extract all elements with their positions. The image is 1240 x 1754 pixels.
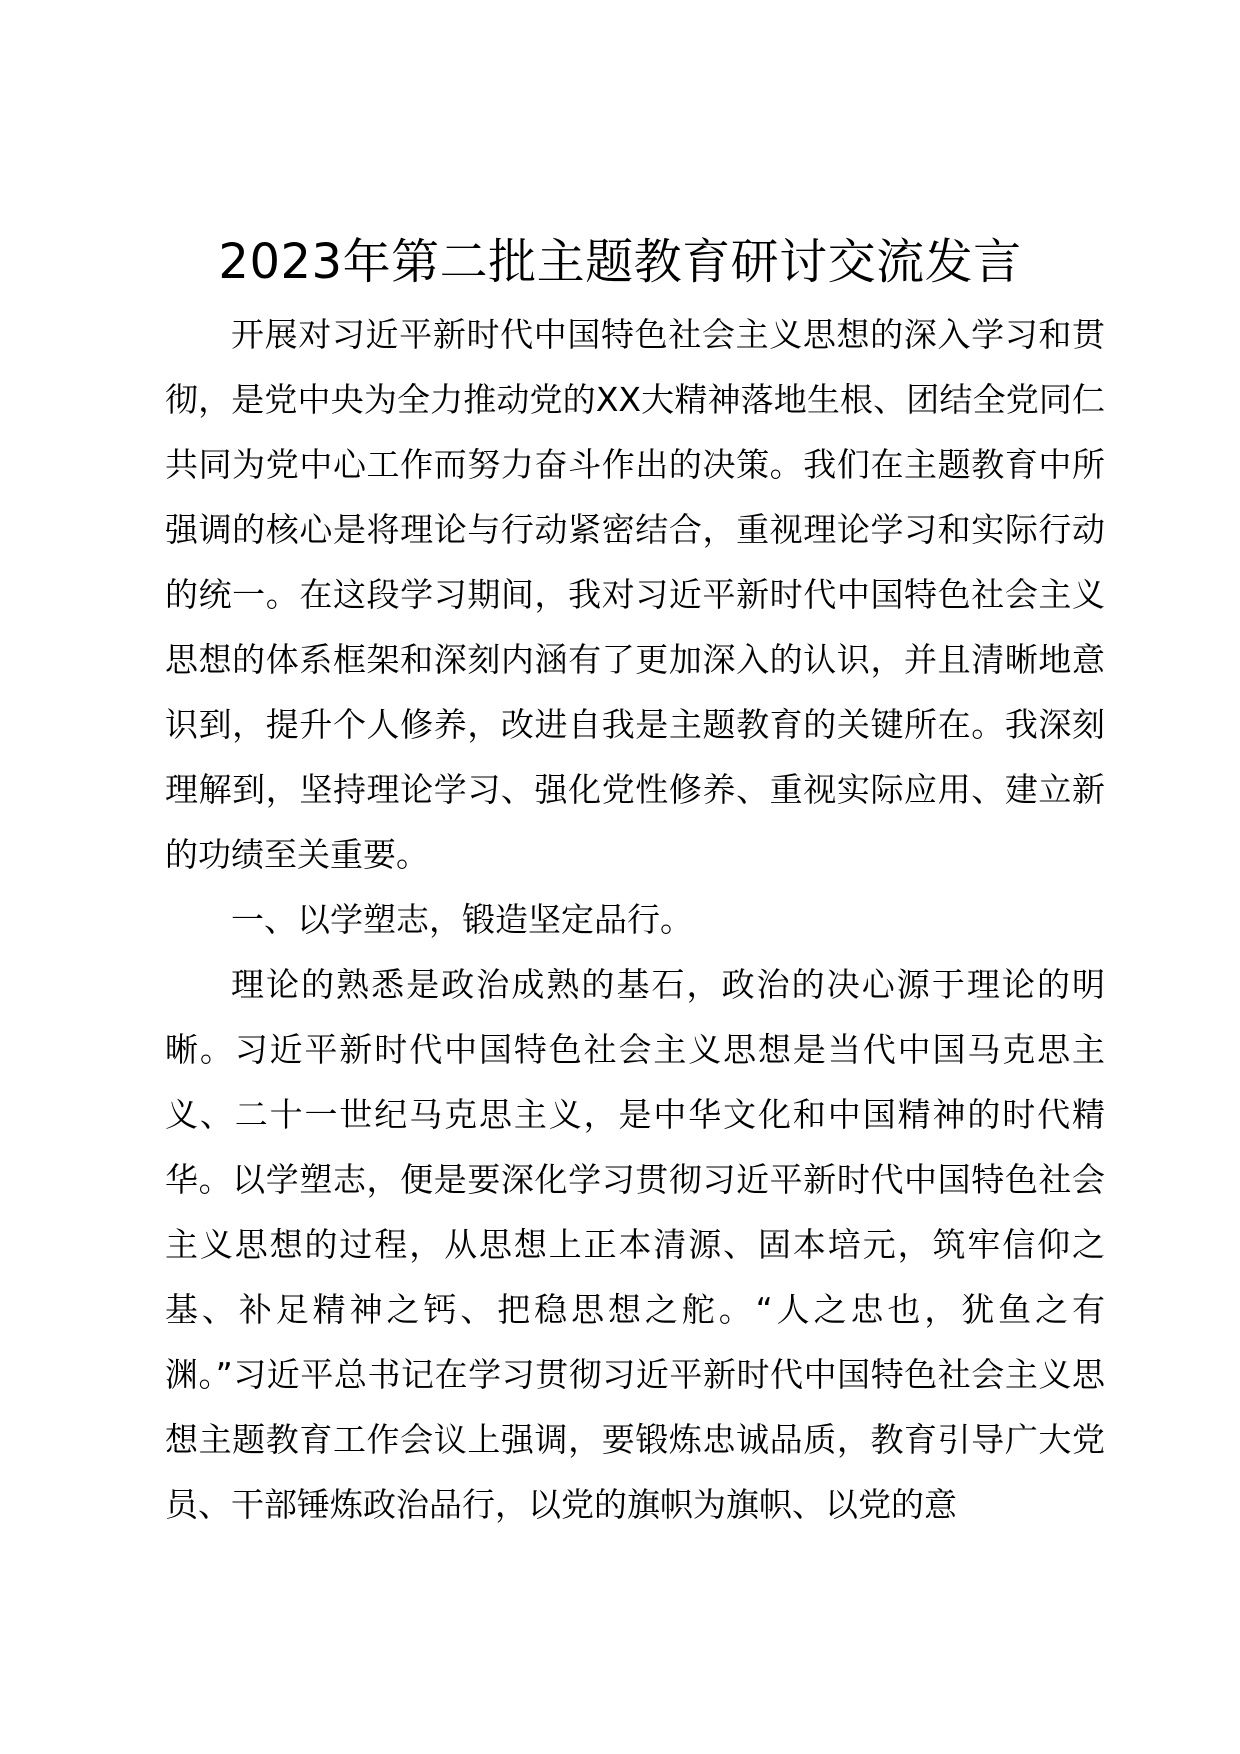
document-body xyxy=(165,302,1105,1537)
intro-paragraph: 开展对习近平新时代中国特色社会主义思想的深入学习和贯彻，是党中央为全力推动党的XX大精神落地生根、团结全党同仁共同为党中心工作而努力奋斗作出的决策。我们在主题教育中所强调的核心是将理论与行动紧密结合，重视理论学习和实际行动的统一。在这段学习期间，我对习近平新时代中国特色社会主义思想的体系框架和深刻内涵有了更加深入的认识，并且清晰地意识到，提升个人修养，改进自我是主题教育的关键所在。我深刻理解到，坚持理论学习、强化党性修养、重视实际应用、建立新的功绩至关重要。 xyxy=(165,315,1105,874)
section-1-paragraph: 理论的熟悉是政治成熟的基石，政治的决心源于理论的明晰。习近平新时代中国特色社会主义思想是当代中国马克思主义、二十一世纪马克思主义，是中华文化和中国精神的时代精华。以学塑志，便是要深化学习贯彻习近平新时代中国特色社会主义思想的过程，从思想上正本清源、固本培元，筑牢信仰之基、补足精神之钙、把稳思想之舵。“人之忠也，犹鱼之有渊。”习近平总书记在学习贯彻习近平新时代中国特色社会主义思想主题教育工作会议上强调，要锻炼忠诚品质，教育引导广大党员、干部锤炼政治品行，以党的旗帜为旗帜、以党的意 xyxy=(165,965,1105,1524)
document-title: 2023年第二批主题教育研讨交流发言 xyxy=(218,234,1022,290)
section-heading-1: 一、以学塑志，锻造坚定品行。 xyxy=(231,900,693,939)
